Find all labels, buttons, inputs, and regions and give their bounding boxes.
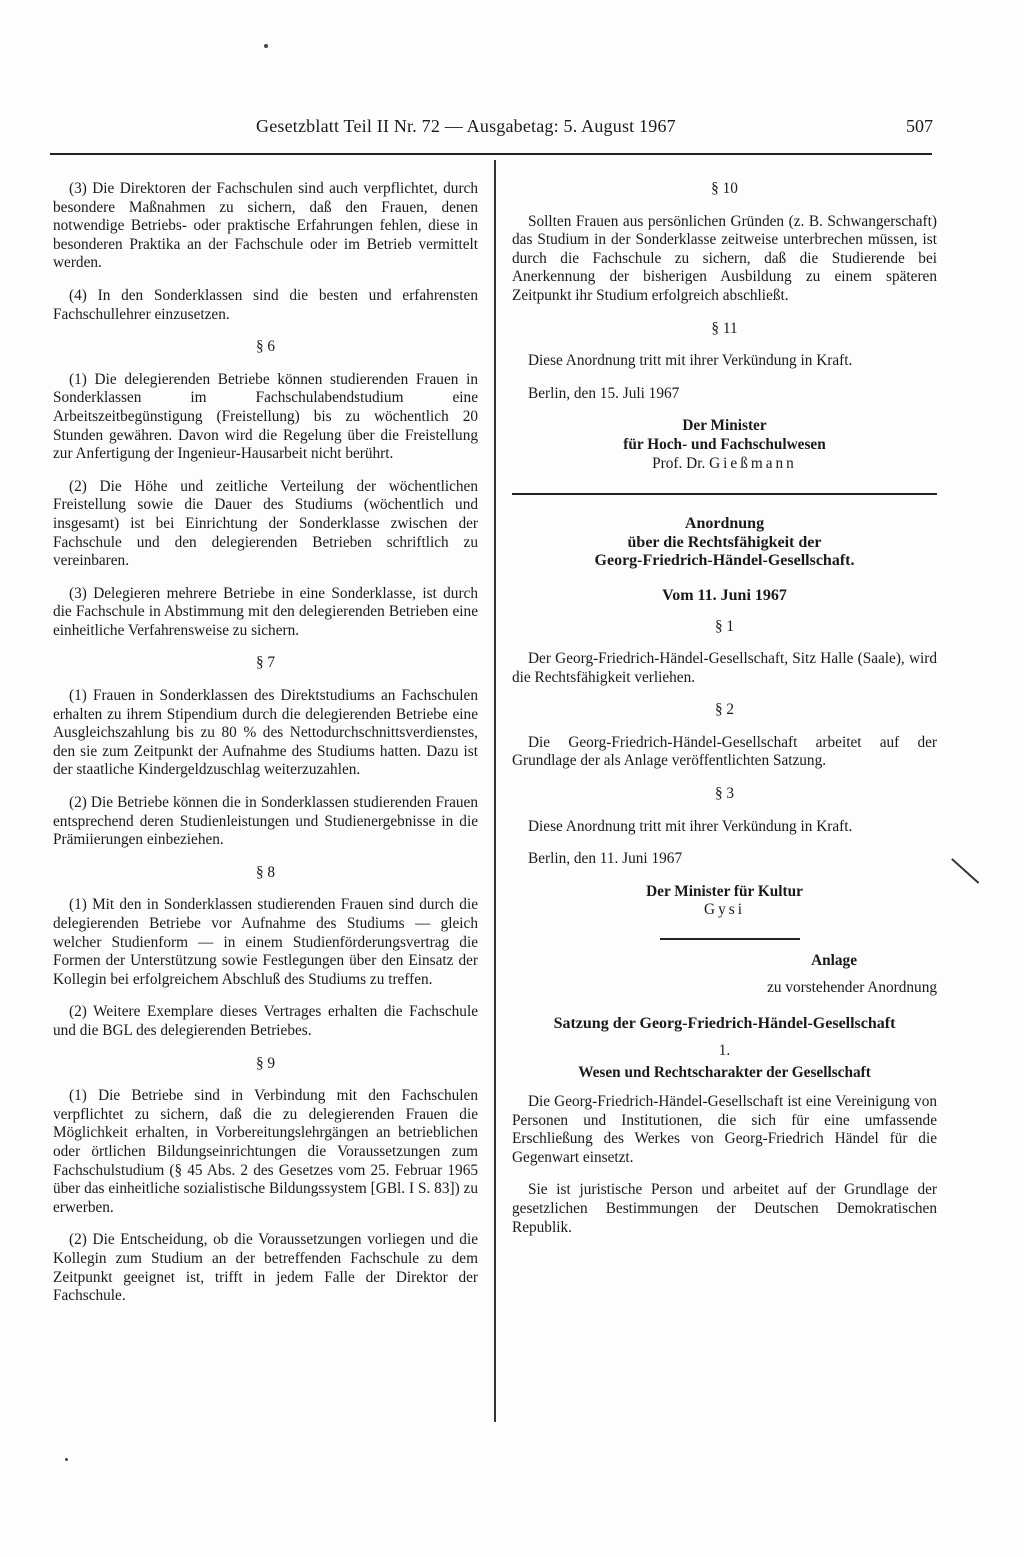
chapter-number: 1. <box>718 1041 731 1059</box>
right-column <box>512 180 937 1251</box>
signatory-surname: Gießmann <box>709 454 797 472</box>
signature-title: für Hoch- und Fachschulwesen <box>623 435 826 453</box>
paragraph: (1) Die Betriebe sind in Verbindung mit den Fachschulen verpflichtet zu sichern, daß die zu delegierenden Frauen die Möglichkeit erhalten, in Vorbereitungslehrgängen an betrieblichen oder örtlichen Bildungseinrichtungen die Voraussetzungen zum Fachschulstudium (§ 45 Abs. 2 des Gesetzes vom 25. Februar 1965 über das einheitliche sozialistische Bildungssystem [GBl. I S. 83]) zu erwerben. <box>53 1087 478 1216</box>
signatory-name <box>512 455 937 474</box>
appendix-title: Anlage <box>811 952 857 970</box>
decree-title: Anordnung <box>684 515 765 533</box>
paragraph: (3) Die Direktoren der Fachschulen sind auch verpflichtet, durch besondere Maßnahmen zu sichern, daß den Frauen, denen notwendige Betriebs- oder praktische Erfahrungen fehlen, diese in besonderen Praktika an der Fachschule oder im Betrieb vermittelt werden. <box>53 180 478 272</box>
signature-rule <box>660 938 800 940</box>
paragraph: Diese Anordnung tritt mit ihrer Verkündung in Kraft. <box>528 352 853 370</box>
signatory-prefix: Prof. Dr. <box>652 454 706 472</box>
paragraph: Sie ist juristische Person und arbeitet auf der Grundlage der gesetzlichen Bestimmungen der Deutschen Demokratischen Republik. <box>512 1181 937 1236</box>
page-header <box>0 116 1024 146</box>
paragraph: Diese Anordnung tritt mit ihrer Verkündung in Kraft. <box>528 817 853 835</box>
decree-title: Georg-Friedrich-Händel-Gesellschaft. <box>594 552 855 570</box>
decree-date: Vom 11. Juni 1967 <box>662 586 787 604</box>
header-title: Gesetzblatt Teil II Nr. 72 — Ausgabetag: 5. August 1967 <box>256 116 676 136</box>
signature-title: Der Minister <box>682 417 767 435</box>
page-number: 507 <box>906 116 933 136</box>
appendix-subtitle: zu vorstehender Anordnung <box>767 978 937 996</box>
paragraph: (1) Mit den in Sonderklassen studierenden Frauen sind durch die delegierenden Betriebe vor Aufnahme des Studiums — gleich welcher Studienform — in einem Studienförderungsvertrag die Formen der Unterstützung sowie Festlegungen über den Einsatz der Kollegin bei erfolgreichem Abschluß des Studiums zu treffen. <box>53 896 478 988</box>
paragraph: (4) In den Sonderklassen sind die besten und erfahrensten Fachschullehrer einzusetzen. <box>53 286 478 323</box>
paragraph: (1) Frauen in Sonderklassen des Direktstudiums an Fachschulen erhalten zu ihrem Stipendium durch die delegierenden Betriebe eine Ausgleichszahlung bis zu 80 % des Nettodurchschnittsverdienstes, den sie zum Zeitpunkt der Aufnahme des Studiums hatten. Dazu ist der staatliche Kindergeldzuschlag weiterzuzahlen. <box>53 687 478 779</box>
paragraph: Die Georg-Friedrich-Händel-Gesellschaft arbeitet auf der Grundlage der als Anlage veröffentlichten Satzung. <box>512 733 937 770</box>
section-heading: § 7 <box>255 654 276 672</box>
signature-title: Der Minister für Kultur <box>646 882 803 900</box>
statute-title: Satzung der Georg-Friedrich-Händel-Gesellschaft <box>553 1015 896 1033</box>
print-speck <box>65 1458 68 1461</box>
paragraph: (2) Die Entscheidung, ob die Voraussetzungen vorliegen und die Kollegin zum Studium an der betreffenden Fachschule zu dem Zeitpunkt geeignet ist, trifft in jedem Falle der Direktor der Fachschule. <box>53 1231 478 1305</box>
section-heading: § 11 <box>711 319 738 337</box>
section-rule <box>512 493 937 495</box>
paragraph: (2) Weitere Exemplare dieses Vertrages erhalten die Fachschule und die BGL des delegierenden Betriebes. <box>53 1003 478 1039</box>
print-speck <box>264 44 268 48</box>
left-column <box>53 180 478 1320</box>
margin-pencil-mark <box>951 858 979 883</box>
signatory-surname: Gysi <box>704 901 745 919</box>
chapter-title: Wesen und Rechtscharakter der Gesellschaft <box>578 1064 871 1082</box>
paragraph: Die Georg-Friedrich-Händel-Gesellschaft ist eine Vereinigung von Personen und Institutionen, die sich für eine umfassende Erschließung des Werkes von Georg-Friedrich Händel für die Gegenwart einsetzt. <box>512 1093 937 1166</box>
paragraph: (2) Die Betriebe können die in Sonderklassen studierenden Frauen entsprechend deren Studienleistungen und Studienergebnisse in die Prämiierungen einbeziehen. <box>53 794 478 849</box>
paragraph: Sollten Frauen aus persönlichen Gründen (z. B. Schwangerschaft) das Studium in der Sonderklasse zeitweise unterbrechen müssen, ist durch die Fachschule zu sichern, daß die Studierende bei Anerkennung der bisherigen Ausbildung zu einem späteren Zeitpunkt ihr Studium erfolgreich abschließt. <box>512 212 937 304</box>
section-heading: § 10 <box>711 180 738 197</box>
section-heading: § 6 <box>255 338 276 356</box>
place-date: Berlin, den 11. Juni 1967 <box>528 850 683 868</box>
section-heading: § 9 <box>255 1054 276 1072</box>
paragraph: (2) Die Höhe und zeitliche Verteilung der wöchentlichen Freistellung sowie die Dauer des Studiums (wöchentlich und insgesamt) ist bei Einrichtung der Sonderklasse zwischen der Fachschule und den delegierenden Betrieben schriftlich zu vereinbaren. <box>53 477 478 570</box>
header-rule <box>50 153 932 155</box>
section-heading: § 3 <box>714 785 735 803</box>
paragraph: (1) Die delegierenden Betriebe können studierenden Frauen in Sonderklassen im Fachschulabendstudium eine Arbeitszeitbegünstigung (Freistellung) bis zu wöchentlich 20 Stunden gewähren. Davon wird die Regelung über die Freistellung zur Anfertigung der Ingenieur-Hausarbeit nicht berührt. <box>53 370 478 463</box>
place-date: Berlin, den 15. Juli 1967 <box>528 384 680 402</box>
section-heading: § 8 <box>255 863 276 881</box>
decree-title: über die Rechtsfähigkeit der <box>627 533 822 551</box>
paragraph: Der Georg-Friedrich-Händel-Gesellschaft, Sitz Halle (Saale), wird die Rechtsfähigkeit verliehen. <box>512 650 937 686</box>
paragraph: (3) Delegieren mehrere Betriebe in eine Sonderklasse, ist durch die Fachschule in Abstimmung mit den delegierenden Betrieben eine einheitliche Verfahrensweise zu sichern. <box>53 584 478 639</box>
column-divider <box>494 160 496 1422</box>
section-heading: § 1 <box>714 617 735 635</box>
section-heading: § 2 <box>714 701 735 719</box>
